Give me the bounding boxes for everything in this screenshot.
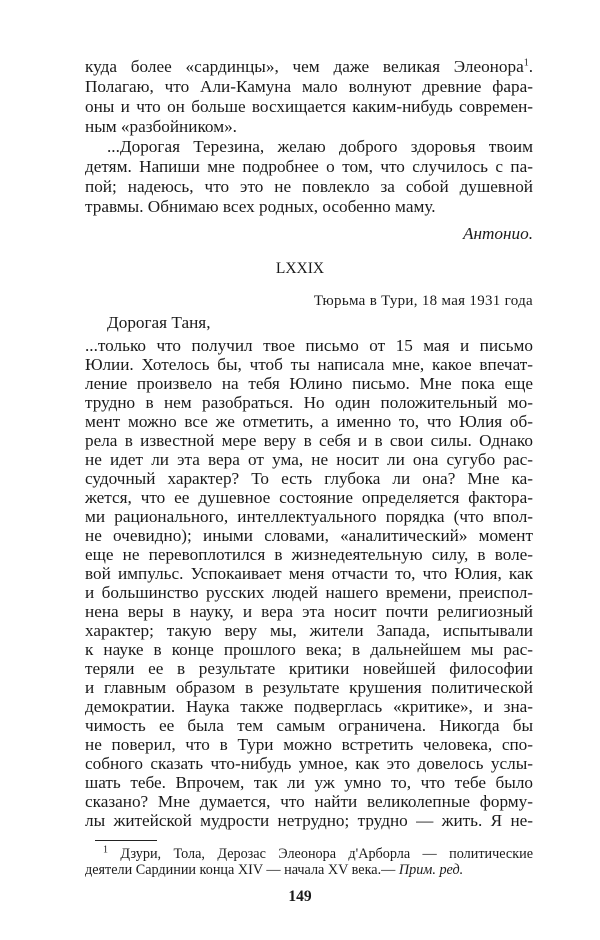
text-line: ным «разбойником». [85, 117, 237, 136]
letter-body [85, 336, 533, 830]
text-line: трудно в нем разобраться. Но один положительный мо- [85, 393, 533, 412]
text-line: судочный характер? То есть глубока ли она? Мне ка- [85, 469, 533, 488]
text-line: ми рационального, интеллектуального порядка (что впол- [85, 507, 533, 526]
text-line: Юлии. Хотелось бы, чтоб ты написала мне, какое впечат- [85, 355, 533, 374]
text-line: мент можно все же отметить, а именно то, что Юлия об- [85, 412, 533, 431]
letter-number: LXXIX [275, 260, 325, 277]
text-line: теряли ее в результате критики новейшей философии [85, 659, 533, 678]
text-line: ление произвело на тебя Юлино письмо. Мне пока еще [85, 374, 533, 393]
text-line: не идет ли эта вера от ума, не носит ли она сугубо рас- [85, 450, 533, 469]
top-paragraph [85, 57, 533, 217]
dateline: Тюрьма в Тури, 18 мая 1931 года [313, 293, 533, 309]
greeting: Дорогая Таня, [107, 313, 211, 332]
text-line: не очевидно); иными словами, «аналитический» момент [85, 526, 533, 545]
footnote-ref: 1 [523, 57, 529, 69]
text-line: нена веры в науку, и вера эта носит почти религиозный [85, 602, 533, 621]
signature: Антонио. [462, 224, 533, 243]
editor-note: Прим. ред. [398, 862, 464, 878]
text-line: шать тебе. Впрочем, так ли уж умно то, что тебе было [85, 773, 533, 792]
page-number: 149 [288, 888, 312, 905]
text-line: демократии. Наука также подверглась «критике», и зна- [85, 697, 533, 716]
text-line: лы житейской мудрости нетрудно; трудно — жить. Я не- [85, 811, 533, 830]
text-line: и большинство русских людей нашего времени, преиспол- [85, 583, 533, 602]
text-line: сказано? Мне думается, что найти великолепные форму- [85, 792, 533, 811]
text-line: жется, что ее душевное состояние определяется фактора- [85, 488, 533, 507]
text-line: ...Дорогая Терезина, желаю доброго здоровья твоим [107, 137, 533, 156]
text-line: детям. Напиши мне подробнее о том, что случилось с па- [85, 157, 533, 176]
text-line: куда более «сардинцы», чем даже великая Элеонора$^1$. [85, 57, 533, 76]
text-line: не поверил, что в Тури можно встретить человека, спо- [85, 735, 533, 754]
text-line: вой импульс. Успокаивает меня отчасти то, что Юлия, как [85, 564, 533, 583]
footnote-divider [95, 840, 157, 841]
text-line: травмы. Обнимаю всех родных, особенно маму. [85, 197, 436, 216]
text-line: оны и что он больше восхищается каким-нибудь современ- [85, 97, 533, 116]
text-line: характер; такую веру мы, жители Запада, испытывали [85, 621, 533, 640]
footnote: $^1$ Дзури, Тола, Дерозас Элеонора д'Арборла — политические деятели Сардинии конца XIV — начала XV века.— Прим. ред. [85, 844, 533, 878]
text-line: пой; надеюсь, что это не повлекло за собой душевной [85, 177, 533, 196]
text-line: чимость ее была тем самым ограничена. Никогда бы [85, 716, 533, 735]
text-line: Полагаю, что Али-Камуна мало волнуют древние фара- [85, 77, 533, 96]
text-line: к науке в конце прошлого века; в дальнейшем мы рас- [85, 640, 533, 659]
text-line: и главным образом в результате крушения политической [85, 678, 533, 697]
text-line: ...только что получил твое письмо от 15 мая и письмо [85, 336, 533, 355]
text-line: собного сказать что-нибудь умное, как это довелось услы- [85, 754, 533, 773]
text-line: еще не перевоплотился в жизнедеятельную силу, в воле- [85, 545, 533, 564]
text-line: рела в известной мере веру в себя и в свои силы. Однако [85, 431, 533, 450]
